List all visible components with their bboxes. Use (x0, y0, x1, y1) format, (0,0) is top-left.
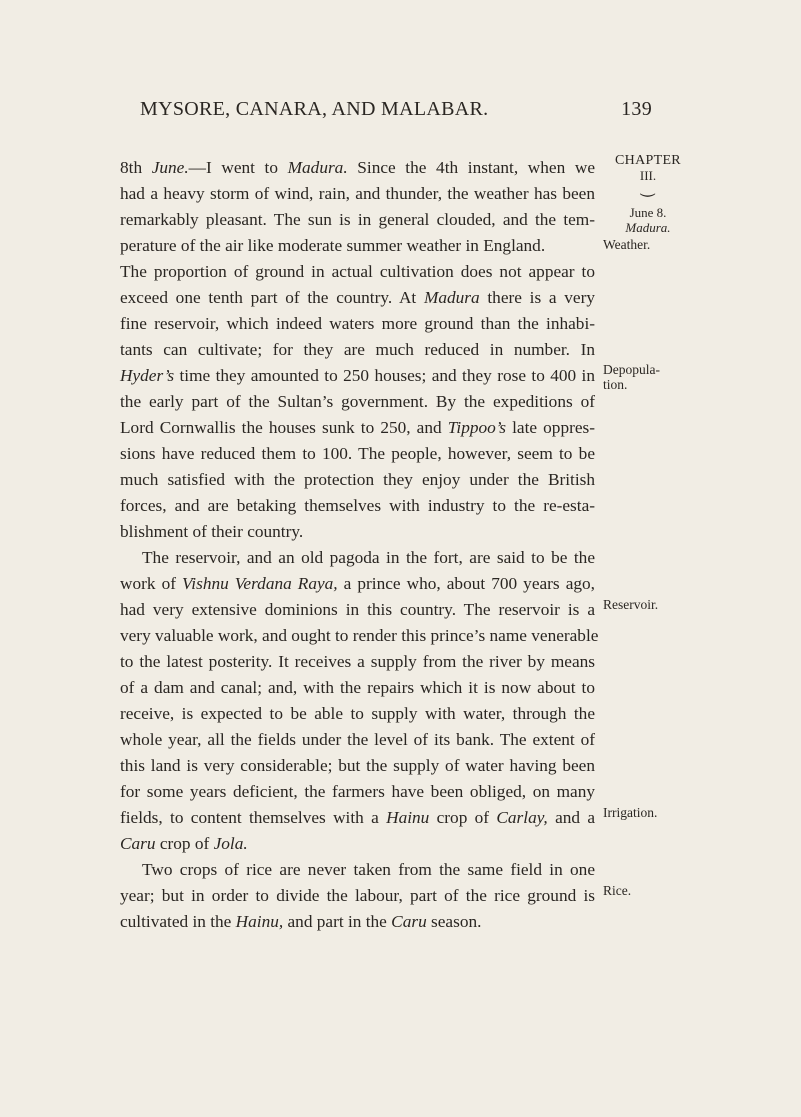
text-line (120, 207, 595, 233)
text-span: year; but in order to divide the labour, part of the rice ground is (120, 886, 595, 905)
text-span: fields, to content themselves with a (120, 808, 387, 827)
italic-span: June. (151, 158, 189, 177)
text-line (120, 259, 595, 285)
text-span: Lord Cornwallis the houses sunk to 250, and (120, 418, 448, 437)
text-line (120, 337, 595, 363)
italic-span: Vishnu Verdana Raya, (182, 574, 338, 593)
text-line (120, 467, 595, 493)
text-line (120, 675, 595, 701)
italic-span: Hainu, (235, 912, 284, 931)
text-line (120, 831, 595, 857)
italic-span: Madura. (287, 158, 348, 177)
text-line (120, 805, 595, 831)
text-line (120, 649, 595, 675)
brace-ornament: ⏝ (640, 179, 656, 196)
chapter-label: CHAPTER (615, 153, 681, 168)
text-span: The reservoir, and an old pagoda in the fort, are said to be the (142, 548, 595, 567)
text-span: season. (426, 912, 482, 931)
text-line (120, 493, 595, 519)
text-line (120, 285, 595, 311)
side-note-irrigation: Irrigation. (603, 805, 658, 820)
text-span: and part in the (283, 912, 392, 931)
text-span: a prince who, about 700 years ago, (337, 574, 595, 593)
italic-span: Caru (391, 912, 427, 931)
text-span: blishment of their country. (120, 522, 304, 541)
italic-span: Hyder’s (120, 366, 175, 385)
text-span: sions have reduced them to 100. The people, however, seem to be (120, 444, 595, 463)
side-note-depopulation (603, 362, 660, 392)
text-span: Two crops of rice are never taken from the same field in one (142, 860, 595, 879)
text-line (120, 883, 595, 909)
text-span: exceed one tenth part of the country. At (120, 288, 424, 307)
text-line (120, 363, 595, 389)
side-note-reservoir: Reservoir. (603, 597, 659, 612)
italic-span: Jola. (213, 834, 248, 853)
text-span: —I went to (188, 158, 288, 177)
text-line (120, 753, 595, 779)
italic-span: Caru (120, 834, 156, 853)
text-span: Since the 4th instant, when we (347, 158, 596, 177)
depopulation-line-2: tion. (603, 377, 628, 392)
text-span: there is a very (479, 288, 595, 307)
text-span: tants can cultivate; for they are much reduced in number. In (120, 340, 595, 359)
text-span: crop of (429, 808, 497, 827)
side-note-weather: Weather. (603, 237, 651, 252)
text-span: fine reservoir, which indeed waters more ground than the inhabi- (120, 314, 595, 333)
text-span: The proportion of ground in actual cultivation does not appear to (120, 262, 595, 281)
text-span: to the latest posterity. It receives a supply from the river by means (120, 652, 595, 671)
date-label: June 8. (629, 205, 667, 220)
text-span: very valuable work, and ought to render this prince’s name venerable (120, 626, 599, 645)
text-line (120, 727, 595, 753)
text-span: remarkably pleasant. The sun is in general clouded, and the tem- (120, 210, 595, 229)
text-line (120, 623, 599, 649)
text-line (120, 701, 595, 727)
text-line (120, 857, 595, 883)
text-span: and a (547, 808, 596, 827)
chapter-marker (603, 153, 693, 196)
place-label: Madura. (625, 220, 671, 235)
text-line (120, 233, 595, 259)
text-span: receive, is expected to be able to supply with water, through the (120, 704, 595, 723)
text-line (120, 597, 595, 623)
text-span: of a dam and canal; and, with the repairs which it is now about to (120, 678, 595, 697)
page-number: 139 (621, 98, 652, 120)
italic-span: Madura (423, 288, 480, 307)
text-line (120, 909, 595, 935)
text-line (120, 519, 595, 545)
italic-span: Hainu (386, 808, 430, 827)
text-span: forces, and are betaking themselves with industry to the re-esta- (120, 496, 595, 515)
text-span: whole year, all the fields under the level of its bank. The extent of (120, 730, 595, 749)
body-text (120, 155, 599, 935)
text-span: the early part of the Sultan’s government. By the expeditions of (120, 392, 595, 411)
text-span: crop of (155, 834, 214, 853)
side-note-rice: Rice. (603, 883, 632, 898)
text-span: for some years deficient, the farmers have been obliged, on many (120, 782, 595, 801)
text-line (120, 311, 595, 337)
text-line (120, 415, 595, 441)
text-span: time they amounted to 250 houses; and they rose to 400 in (174, 366, 595, 385)
text-span: 8th (120, 158, 152, 177)
date-note (603, 205, 693, 235)
text-line (120, 571, 595, 597)
text-line (120, 389, 595, 415)
text-span: had a heavy storm of wind, rain, and thunder, the weather has been (120, 184, 595, 203)
text-span: late oppres- (506, 418, 595, 437)
text-line (120, 155, 595, 181)
text-span: had very extensive dominions in this country. The reservoir is a (120, 600, 595, 619)
chapter-number: III. (639, 168, 657, 183)
text-span: perature of the air like moderate summer weather in England. (120, 236, 546, 255)
text-line (120, 545, 595, 571)
text-span: work of (120, 574, 183, 593)
italic-span: Carlay, (496, 808, 548, 827)
italic-span: Tippoo’s (447, 418, 507, 437)
depopulation-line-1: Depopula- (603, 362, 660, 377)
text-span: cultivated in the (120, 912, 236, 931)
text-line (120, 181, 595, 207)
running-title: MYSORE, CANARA, AND MALABAR. (140, 98, 489, 120)
text-span: much satisfied with the protection they enjoy under the British (120, 470, 595, 489)
text-line (120, 779, 595, 805)
text-span: this land is very considerable; but the supply of water having been (120, 756, 595, 775)
text-line (120, 441, 595, 467)
